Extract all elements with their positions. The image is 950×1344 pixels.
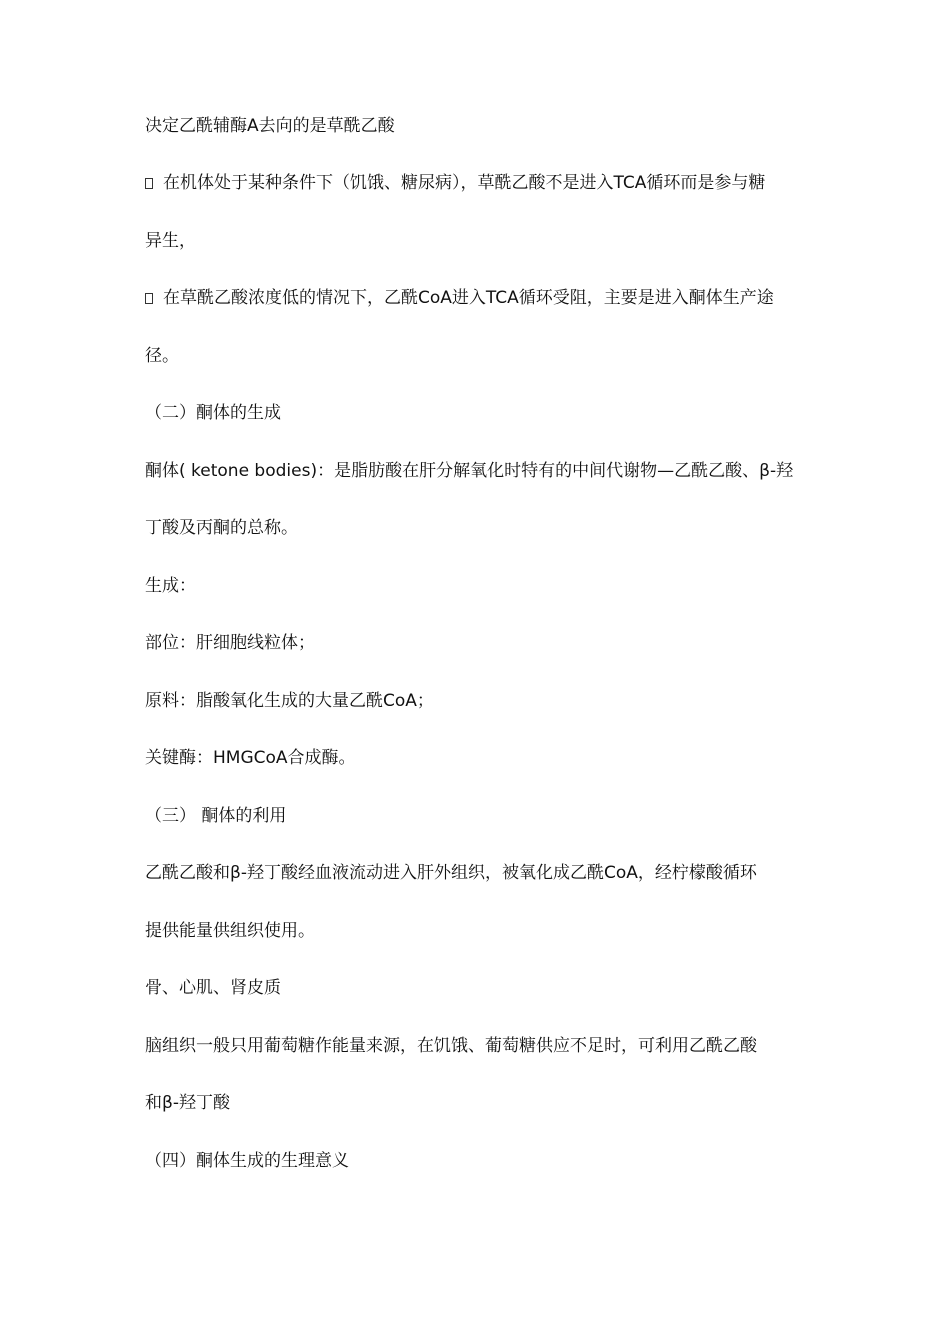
text-line: 脑组织一般只用葡萄糖作能量来源，在饥饿、葡萄糖供应不足时，可利用乙酰乙酸	[145, 1036, 757, 1056]
text-line: 部位：肝细胞线粒体；	[145, 633, 315, 653]
text-line: 酮体( ketone bodies)：是脂肪酸在肝分解氧化时特有的中间代谢物—乙酰乙酸、β-羟	[145, 461, 794, 481]
text-line: 在草酰乙酸浓度低的情况下，乙酰CoA进入TCA循环受阻，主要是进入酮体生产途	[163, 288, 774, 308]
text-line: 在机体处于某种条件下（饥饿、糖尿病），草酰乙酸不是进入TCA循环而是参与糖	[163, 173, 766, 193]
section-heading: （二）酮体的生成	[145, 403, 281, 423]
text-line: 骨、心肌、肾皮质	[145, 978, 281, 998]
text-line: 和β-羟丁酸	[145, 1093, 230, 1113]
text-line: 生成：	[145, 576, 196, 596]
text-line: 原料：脂酸氧化生成的大量乙酰CoA；	[145, 691, 434, 711]
bullet-line	[145, 171, 815, 195]
text-line: 径。	[145, 346, 179, 366]
section-heading: （四）酮体生成的生理意义	[145, 1151, 349, 1171]
text-line: 提供能量供组织使用。	[145, 921, 315, 941]
bullet-line	[145, 286, 815, 310]
bullet-box-icon	[145, 178, 153, 189]
text-line: 异生，	[145, 231, 196, 251]
text-line: 关键酶：HMGCoA合成酶。	[145, 748, 356, 768]
bullet-box-icon	[145, 293, 153, 304]
text-line: 丁酸及丙酮的总称。	[145, 518, 298, 538]
section-heading: （三） 酮体的利用	[145, 806, 287, 826]
text-line: 乙酰乙酸和β-羟丁酸经血液流动进入肝外组织，被氧化成乙酰CoA，经柠檬酸循环	[145, 863, 757, 883]
text-line: 决定乙酰辅酶A去向的是草酰乙酸	[145, 116, 395, 136]
